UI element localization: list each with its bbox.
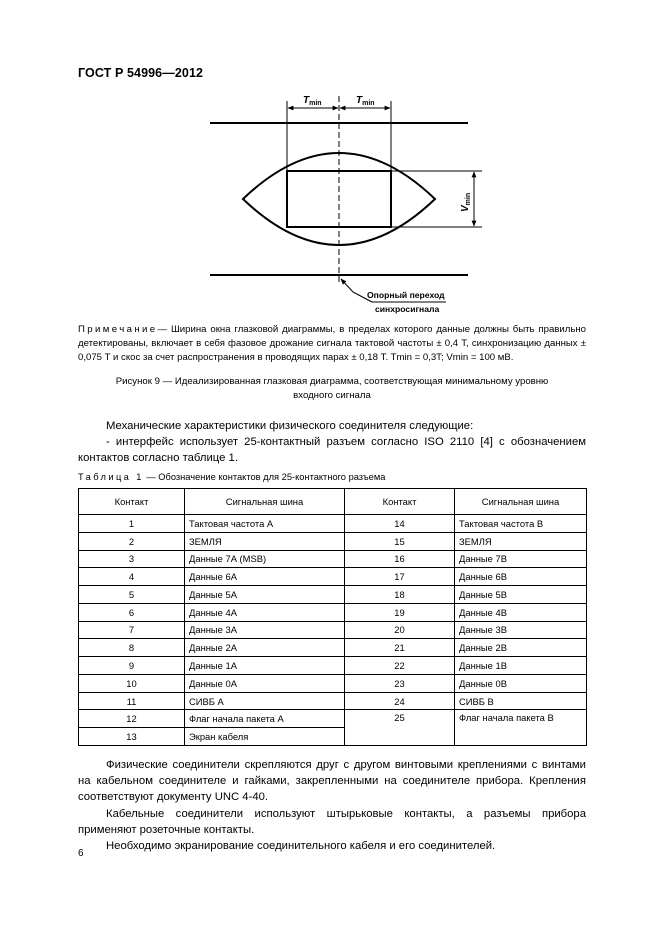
signal-name: ЗЕМЛЯ: [185, 532, 345, 550]
closing-paragraph-2: Кабельные соединители используют штырьковые контакты, а разъемы прибора применяют розеточные контакты.: [78, 807, 586, 836]
signal-name: Данные 6В: [455, 568, 587, 586]
signal-name: Данные 3В: [455, 621, 587, 639]
signal-name: СИВБ В: [455, 692, 587, 710]
closing-paragraph-3: Необходимо экранирование соединительного кабеля и его соединителей.: [106, 840, 496, 853]
header-contact-2: Контакт: [345, 489, 455, 515]
table-row: [79, 603, 587, 621]
pin-number: 6: [79, 603, 185, 621]
pin-number: 2: [79, 532, 185, 550]
signal-name: Данные 5А: [185, 586, 345, 604]
signal-name: Данные 1А: [185, 657, 345, 675]
table-row: [79, 657, 587, 675]
signal-name: СИВБ А: [185, 692, 345, 710]
pin-number: 25: [345, 710, 455, 746]
note-prefix: Примечание: [78, 324, 158, 335]
pin-number: 16: [345, 550, 455, 568]
table-row: [79, 639, 587, 657]
signal-name: Данные 0В: [455, 674, 587, 692]
signal-name: Экран кабеля: [185, 728, 345, 746]
signal-name: Флаг начала пакета А: [185, 710, 345, 728]
mechanical-item-paragraph: - интерфейс использует 25-контактный разъем согласно ISO 2110 [4] с обозначением контактов согласно таблице 1.: [78, 436, 586, 465]
signal-name: ЗЕМЛЯ: [455, 532, 587, 550]
pin-number: 5: [79, 586, 185, 604]
table-caption-prefix: Таблица 1: [78, 472, 144, 482]
pin-number: 23: [345, 674, 455, 692]
table-row: [79, 674, 587, 692]
signal-name: Данные 3А: [185, 621, 345, 639]
pin-number: 9: [79, 657, 185, 675]
eye-diagram-figure: [0, 0, 661, 320]
pin-number: 19: [345, 603, 455, 621]
signal-name: Данные 7А (MSB): [185, 550, 345, 568]
reference-arrow: [341, 279, 353, 292]
pin-assignment-table: [78, 488, 587, 746]
signal-name: Данные 5В: [455, 586, 587, 604]
reference-label-line1: Опорный переход: [367, 290, 445, 300]
pin-number: 21: [345, 639, 455, 657]
figure-caption: [78, 375, 586, 403]
pin-number: 7: [79, 621, 185, 639]
table-caption-text: — Обозначение контактов для 25-контактного разъема: [146, 472, 386, 482]
table-header-row: [79, 489, 587, 515]
table-row: [79, 568, 587, 586]
pin-number: 18: [345, 586, 455, 604]
table-row: [79, 586, 587, 604]
signal-name: Данные 7В: [455, 550, 587, 568]
tmin-right-label: $T_{min}$: [356, 95, 375, 107]
signal-name: Данные 2А: [185, 639, 345, 657]
header-signal-bus-2: Сигнальная шина: [455, 489, 587, 515]
pin-number: 17: [345, 568, 455, 586]
tmin-left-label: $T_{min}$: [303, 95, 322, 107]
signal-name: Тактовая частота В: [455, 515, 587, 533]
figure-caption-line2: входного сигнала: [293, 390, 371, 401]
document-header: ГОСТ Р 54996—2012: [78, 66, 204, 80]
closing-paragraph-1: Физические соединители скрепляются друг с другом винтовыми креплениями с винтами на кабельном соединителе и гайками, закрепленными на соединителе прибора. Крепления соответствуют документу UNC 4-40.: [78, 759, 586, 804]
table-row: [79, 532, 587, 550]
signal-name: Флаг начала пакета В: [455, 710, 587, 746]
signal-name: Данные 6А: [185, 568, 345, 586]
pin-number: 20: [345, 621, 455, 639]
vmin-label: $V_{min}$: [460, 192, 472, 212]
figure-caption-line1: Рисунок 9 — Идеализированная глазковая диаграмма, соответствующая минимальному уровню: [115, 376, 549, 387]
table-row: [79, 550, 587, 568]
table-row: [79, 710, 587, 728]
pin-number: 1: [79, 515, 185, 533]
pin-number: 13: [79, 728, 185, 746]
pin-number: 14: [345, 515, 455, 533]
figure-note: [78, 323, 586, 366]
signal-name: Данные 1В: [455, 657, 587, 675]
header-signal-bus-1: Сигнальная шина: [185, 489, 345, 515]
note-text: — Ширина окна глазковой диаграммы, в пределах которого данные должны быть правильно детектированы, включает в себя фазовое дрожание сигнала тактовой частоты ± 0,4 T, синхронизацию данных ± 0,075 T и скос за счет распространения в проводящих парах ± 0,18 T. Tmin = 0,3T; Vmin = 100 мВ.: [78, 324, 586, 364]
pin-number: 3: [79, 550, 185, 568]
pin-number: 22: [345, 657, 455, 675]
page-number: 6: [78, 848, 84, 859]
reference-label-line2: синхросигнала: [375, 304, 440, 314]
table-row: [79, 692, 587, 710]
pin-number: 10: [79, 674, 185, 692]
signal-name: Данные 4А: [185, 603, 345, 621]
signal-name: Данные 2В: [455, 639, 587, 657]
pin-number: 24: [345, 692, 455, 710]
pin-number: 4: [79, 568, 185, 586]
pin-number: 8: [79, 639, 185, 657]
table-row: [79, 515, 587, 533]
table-row: [79, 621, 587, 639]
pin-number: 11: [79, 692, 185, 710]
signal-name: Данные 0А: [185, 674, 345, 692]
closing-paragraphs: [78, 757, 586, 854]
signal-name: Данные 4В: [455, 603, 587, 621]
signal-name: Тактовая частота А: [185, 515, 345, 533]
header-contact-1: Контакт: [79, 489, 185, 515]
table-caption: [78, 472, 385, 482]
pin-number: 12: [79, 710, 185, 728]
pin-number: 15: [345, 532, 455, 550]
mechanical-intro-paragraph: Механические характеристики физического соединителя следующие:: [106, 420, 474, 432]
